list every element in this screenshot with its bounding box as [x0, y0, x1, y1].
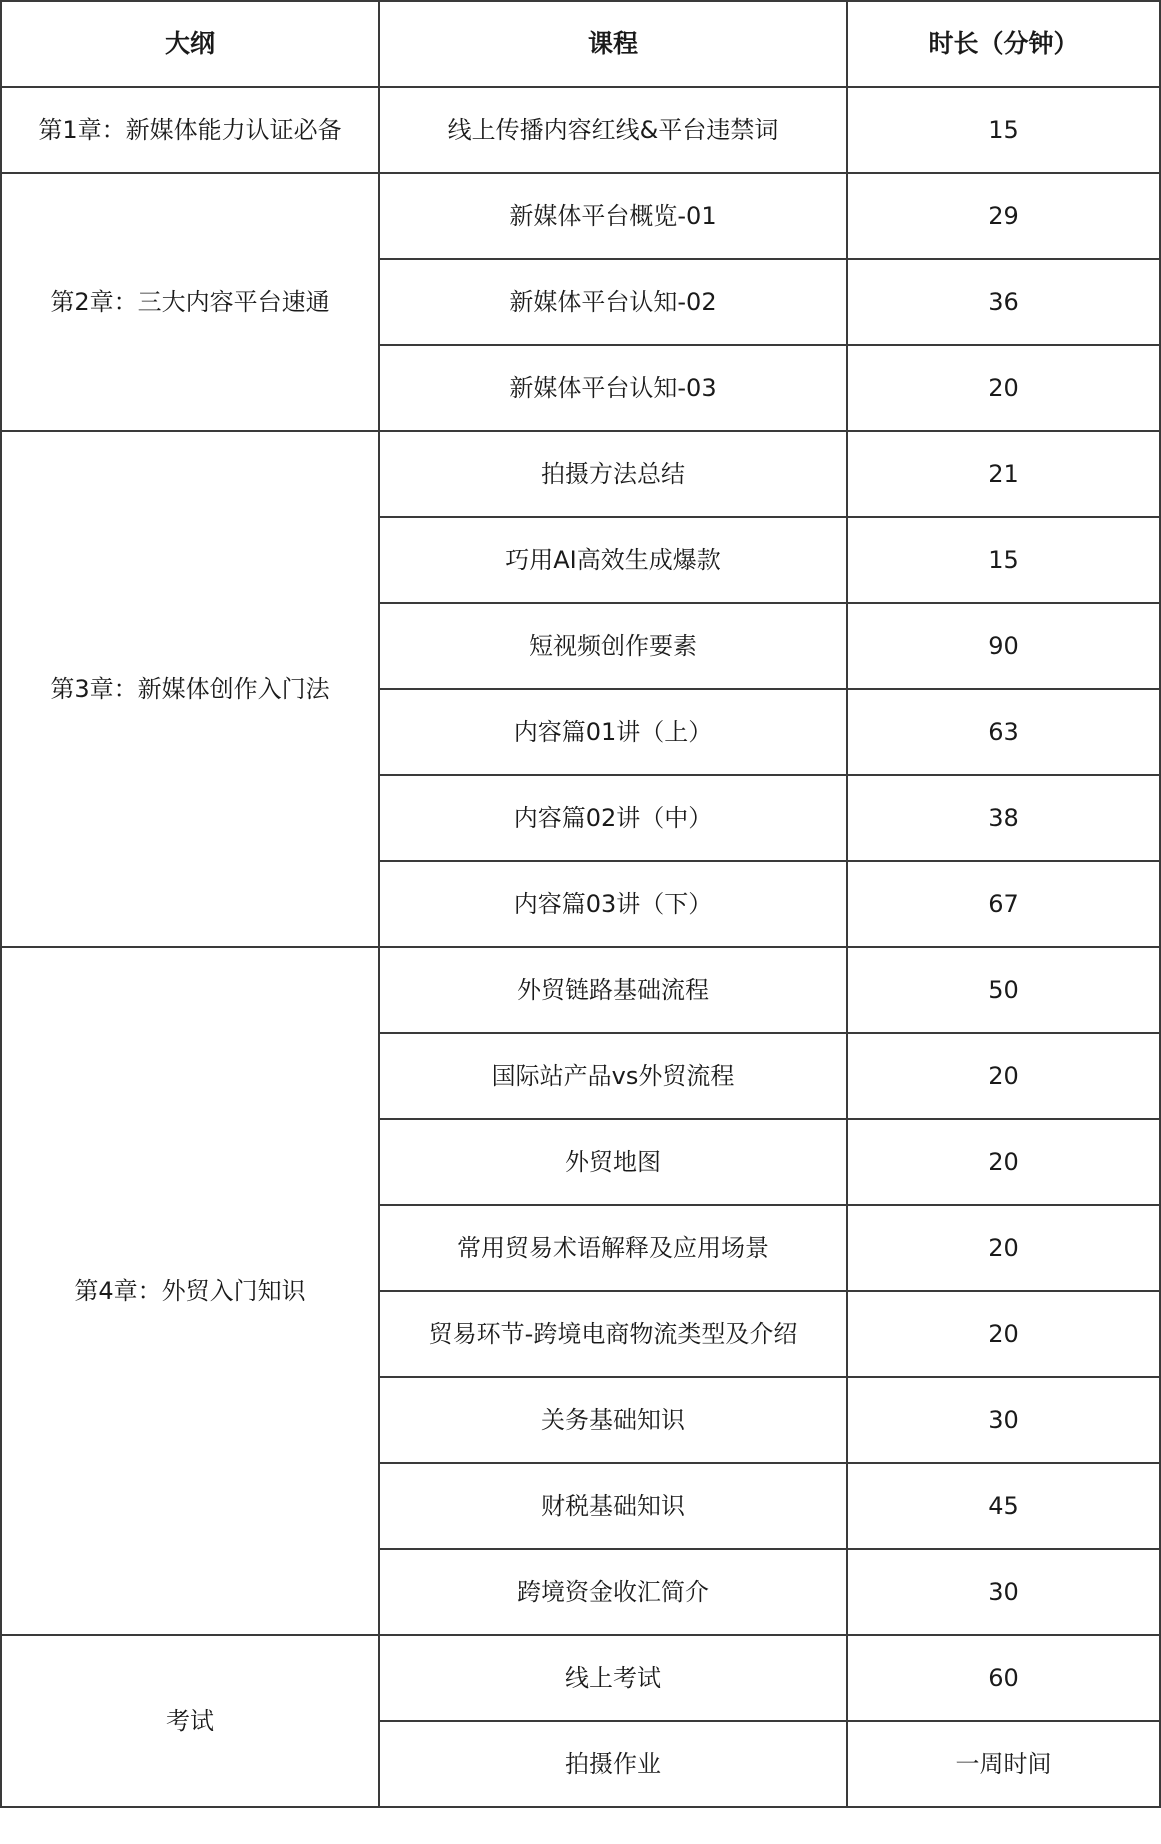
duration-cell: 20: [847, 1119, 1160, 1205]
table-row: [1, 87, 1160, 173]
table-row: [1, 947, 1160, 1033]
header-course: 课程: [379, 1, 847, 87]
course-cell: 短视频创作要素: [379, 603, 847, 689]
duration-cell: 30: [847, 1377, 1160, 1463]
chapter-cell: 考试: [1, 1635, 379, 1807]
duration-cell: 50: [847, 947, 1160, 1033]
course-cell: 线上考试: [379, 1635, 847, 1721]
duration-cell: 30: [847, 1549, 1160, 1635]
duration-cell: 60: [847, 1635, 1160, 1721]
course-cell: 拍摄方法总结: [379, 431, 847, 517]
duration-cell: 29: [847, 173, 1160, 259]
chapter-cell: 第1章：新媒体能力认证必备: [1, 87, 379, 173]
duration-cell: 20: [847, 1205, 1160, 1291]
chapter-cell: 第4章：外贸入门知识: [1, 947, 379, 1635]
course-cell: 外贸链路基础流程: [379, 947, 847, 1033]
course-cell: 外贸地图: [379, 1119, 847, 1205]
course-cell: 新媒体平台认知-03: [379, 345, 847, 431]
course-cell: 关务基础知识: [379, 1377, 847, 1463]
header-outline: 大纲: [1, 1, 379, 87]
chapter-cell: 第2章：三大内容平台速通: [1, 173, 379, 431]
course-cell: 拍摄作业: [379, 1721, 847, 1807]
duration-cell: 38: [847, 775, 1160, 861]
course-cell: 内容篇03讲（下）: [379, 861, 847, 947]
course-cell: 巧用AI高效生成爆款: [379, 517, 847, 603]
duration-cell: 21: [847, 431, 1160, 517]
duration-cell: 20: [847, 1291, 1160, 1377]
duration-cell: 67: [847, 861, 1160, 947]
duration-cell: 90: [847, 603, 1160, 689]
table-row: [1, 431, 1160, 517]
duration-cell: 20: [847, 1033, 1160, 1119]
course-cell: 线上传播内容红线&平台违禁词: [379, 87, 847, 173]
table-row: [1, 1635, 1160, 1721]
duration-cell: 63: [847, 689, 1160, 775]
duration-cell: 20: [847, 345, 1160, 431]
duration-cell: 一周时间: [847, 1721, 1160, 1807]
course-cell: 跨境资金收汇简介: [379, 1549, 847, 1635]
duration-cell: 15: [847, 87, 1160, 173]
course-cell: 贸易环节-跨境电商物流类型及介绍: [379, 1291, 847, 1377]
course-cell: 国际站产品vs外贸流程: [379, 1033, 847, 1119]
course-cell: 内容篇01讲（上）: [379, 689, 847, 775]
table-header-row: [1, 1, 1160, 87]
course-cell: 常用贸易术语解释及应用场景: [379, 1205, 847, 1291]
table-row: [1, 173, 1160, 259]
duration-cell: 36: [847, 259, 1160, 345]
duration-cell: 15: [847, 517, 1160, 603]
duration-cell: 45: [847, 1463, 1160, 1549]
course-cell: 新媒体平台认知-02: [379, 259, 847, 345]
chapter-cell: 第3章：新媒体创作入门法: [1, 431, 379, 947]
course-cell: 新媒体平台概览-01: [379, 173, 847, 259]
course-cell: 财税基础知识: [379, 1463, 847, 1549]
course-cell: 内容篇02讲（中）: [379, 775, 847, 861]
header-duration: 时长（分钟）: [847, 1, 1160, 87]
